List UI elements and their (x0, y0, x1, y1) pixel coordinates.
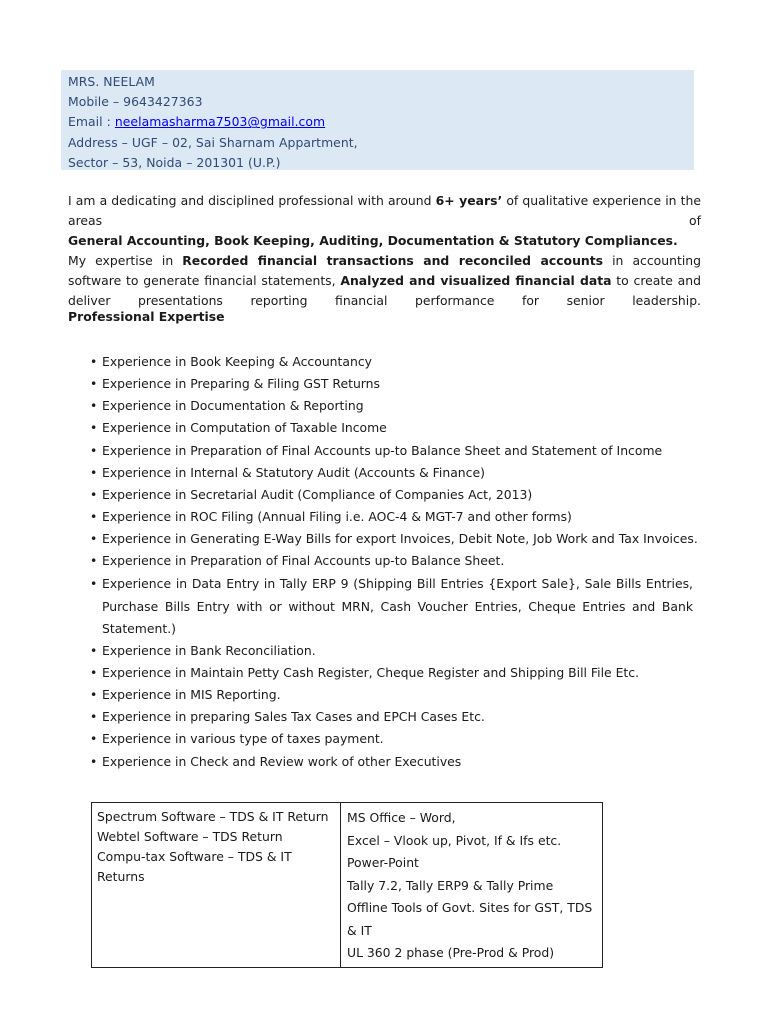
summary-text: to create and deliver presentations reporting financial performance for senior leadership. (68, 273, 701, 308)
summary-bold-text: 6+ years’ (435, 193, 503, 208)
summary-paragraph-2 (68, 251, 701, 311)
candidate-name: MRS. NEELAM (68, 74, 155, 89)
summary-bold-text: Recorded financial transactions and reconciled accounts (182, 253, 604, 268)
contact-header (61, 70, 694, 170)
tool-item: Tally 7.2, Tally ERP9 & Tally Prime (347, 877, 554, 893)
tool-item: Excel – Vlook up, Pivot, If & Ifs etc. (347, 832, 562, 848)
email-line (68, 112, 694, 132)
tool-item: UL 360 2 phase (Pre-Prod & Prod) (347, 945, 555, 960)
summary-text: I am a dedicating and disciplined professional with around (68, 193, 436, 208)
software-cell (92, 803, 341, 968)
summary-bold-text: General Accounting, Book Keeping, Auditing, Documentation & Statutory Compliances. (68, 233, 678, 248)
summary-bold-text: Analyzed and visualized financial data (340, 273, 612, 288)
list-item: • Experience in Check and Review work of other Executives (90, 752, 693, 772)
tool-item: Offline Tools of Govt. Sites for GST, TDS & IT (347, 900, 593, 938)
tools-cell (341, 803, 603, 968)
software-skills-table (91, 802, 603, 968)
profile-summary (68, 191, 701, 311)
address-line-2: Sector – 53, Noida – 201301 (U.P.) (68, 154, 281, 170)
list-item: • Experience in Secretarial Audit (Compliance of Companies Act, 2013) (90, 485, 693, 505)
list-item: • Experience in Preparation of Final Accounts up-to Balance Sheet and Statement of Income (90, 441, 693, 461)
summary-text: in accounting software to generate financial statements, (68, 253, 701, 288)
list-item: • Experience in various type of taxes payment. (90, 729, 693, 749)
summary-text: of qualitative experience in the areas of (68, 193, 701, 228)
list-item: • Experience in preparing Sales Tax Cases and EPCH Cases Etc. (90, 707, 693, 727)
list-item: • Experience in Bank Reconciliation. (90, 641, 693, 661)
summary-text: My expertise in (68, 253, 183, 268)
software-item: Spectrum Software – TDS & IT Return (97, 809, 329, 824)
tool-item: Power-Point (347, 855, 419, 870)
list-item: • Experience in Documentation & Reporting (90, 396, 693, 416)
software-item: Compu-tax Software – TDS & IT Returns (97, 849, 292, 884)
list-item: • Experience in Preparation of Final Accounts up-to Balance Sheet. (90, 551, 693, 571)
list-item: • Experience in Internal & Statutory Audit (Accounts & Finance) (90, 463, 693, 483)
section-heading-professional-expertise: Professional Expertise (68, 309, 225, 324)
list-item: • Experience in Data Entry in Tally ERP 9 (Shipping Bill Entries {Export Sale}, Sale Bills Entries, Purchase Bills Entry with or without MRN, Cash Voucher Entries, Cheque Entries and Bank Statement.) (90, 573, 693, 641)
list-item: • Experience in ROC Filing (Annual Filing i.e. AOC-4 & MGT-7 and other forms) (90, 507, 693, 527)
mobile-number: Mobile – 9643427363 (68, 94, 203, 110)
summary-paragraph-1 (68, 191, 701, 251)
list-item: • Experience in Computation of Taxable Income (90, 418, 693, 438)
tool-item: MS Office – Word, (347, 810, 456, 825)
email-label: Email : (68, 114, 115, 130)
list-item: • Experience in Maintain Petty Cash Register, Cheque Register and Shipping Bill File Etc. (90, 663, 693, 683)
address-line-1: Address – UGF – 02, Sai Sharnam Appartment, (68, 134, 358, 150)
email-link[interactable]: neelamasharma7503@gmail.com (114, 114, 326, 130)
list-item: • Experience in Generating E-Way Bills for export Invoices, Debit Note, Job Work and Tax Invoices. (90, 529, 693, 549)
list-item: • Experience in Preparing & Filing GST Returns (90, 374, 693, 394)
list-item: • Experience in MIS Reporting. (90, 685, 693, 705)
table-row (92, 803, 603, 968)
list-item: • Experience in Book Keeping & Accountancy (90, 352, 693, 372)
expertise-list (90, 352, 698, 774)
software-item: Webtel Software – TDS Return (97, 829, 283, 844)
